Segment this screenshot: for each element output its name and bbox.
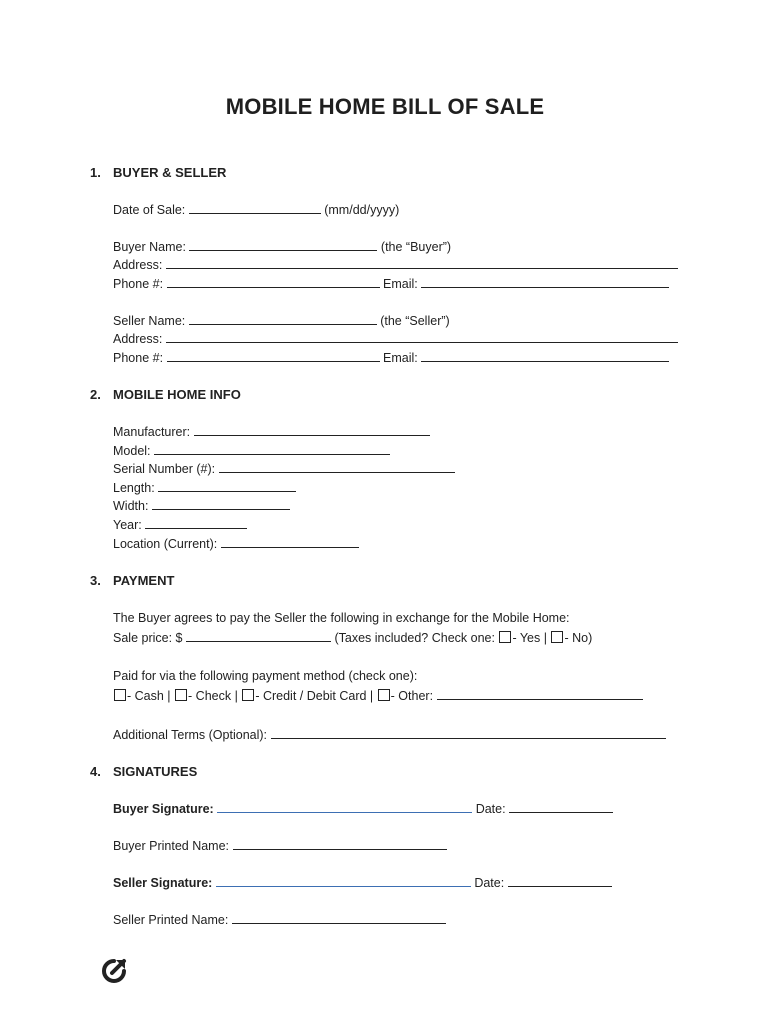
seller-signature-date-field[interactable] xyxy=(508,875,612,887)
seller-phone-label: Phone #: xyxy=(113,351,164,365)
manufacturer-field[interactable] xyxy=(194,424,430,436)
buyer-designation: (the “Buyer”) xyxy=(380,240,452,254)
buyer-address-row xyxy=(113,257,678,273)
seller-signature-date-label: Date: xyxy=(474,876,505,890)
buyer-printed-name-row xyxy=(113,838,447,854)
taxes-no-label: - No) xyxy=(564,631,593,645)
year-label: Year: xyxy=(113,518,142,532)
refresh-arrow-icon xyxy=(100,957,128,985)
length-label: Length: xyxy=(113,481,155,495)
date-of-sale-row xyxy=(113,202,399,218)
buyer-phone-field[interactable] xyxy=(167,276,380,288)
taxes-no-checkbox[interactable] xyxy=(551,631,563,643)
additional-terms-label: Additional Terms (Optional): xyxy=(113,728,268,742)
model-label: Model: xyxy=(113,444,151,458)
buyer-signature-field[interactable] xyxy=(217,801,472,813)
taxes-yes-checkbox[interactable] xyxy=(499,631,511,643)
cash-checkbox[interactable] xyxy=(114,689,126,701)
buyer-name-label: Buyer Name: xyxy=(113,240,186,254)
seller-printed-name-row xyxy=(113,912,446,928)
serial-number-row xyxy=(113,461,455,477)
buyer-printed-name-field[interactable] xyxy=(233,838,447,850)
width-row xyxy=(113,498,290,514)
width-label: Width: xyxy=(113,499,149,513)
additional-terms-row xyxy=(113,727,666,743)
buyer-signature-label: Buyer Signature: xyxy=(113,802,214,816)
serial-number-field[interactable] xyxy=(219,461,455,473)
sale-price-label: Sale price: $ xyxy=(113,631,183,645)
date-of-sale-field[interactable] xyxy=(189,202,321,214)
buyer-phone-label: Phone #: xyxy=(113,277,164,291)
section-3-title: PAYMENT xyxy=(113,573,175,588)
date-format-hint: (mm/dd/yyyy) xyxy=(324,203,400,217)
payment-intro: The Buyer agrees to pay the Seller the following in exchange for the Mobile Home: xyxy=(113,611,570,625)
buyer-email-field[interactable] xyxy=(421,276,669,288)
other-checkbox[interactable] xyxy=(378,689,390,701)
year-row xyxy=(113,517,247,533)
seller-address-label: Address: xyxy=(113,332,163,346)
section-1-title: BUYER & SELLER xyxy=(113,165,227,180)
location-label: Location (Current): xyxy=(113,537,218,551)
seller-email-label: Email: xyxy=(383,351,418,365)
credit-debit-checkbox[interactable] xyxy=(242,689,254,701)
buyer-signature-row xyxy=(113,801,613,817)
section-4-title: SIGNATURES xyxy=(113,764,198,779)
location-row xyxy=(113,536,359,552)
buyer-name-row xyxy=(113,239,451,255)
date-of-sale-label: Date of Sale: xyxy=(113,203,186,217)
serial-number-label: Serial Number (#): xyxy=(113,462,216,476)
seller-signature-row xyxy=(113,875,612,891)
seller-address-row xyxy=(113,331,678,347)
other-method-field[interactable] xyxy=(437,688,643,700)
seller-contact-row xyxy=(113,350,669,366)
credit-debit-label: - Credit / Debit Card | xyxy=(255,689,374,703)
buyer-email-label: Email: xyxy=(383,277,418,291)
additional-terms-field[interactable] xyxy=(271,727,666,739)
length-field[interactable] xyxy=(158,480,296,492)
model-row xyxy=(113,443,390,459)
seller-name-row xyxy=(113,313,450,329)
model-field[interactable] xyxy=(154,443,390,455)
manufacturer-label: Manufacturer: xyxy=(113,425,191,439)
length-row xyxy=(113,480,296,496)
section-1-number: 1. xyxy=(90,165,101,180)
sale-price-row xyxy=(113,630,592,646)
section-2-title: MOBILE HOME INFO xyxy=(113,387,241,402)
page-title: MOBILE HOME BILL OF SALE xyxy=(225,94,545,119)
width-field[interactable] xyxy=(152,498,290,510)
location-field[interactable] xyxy=(221,536,359,548)
seller-address-field[interactable] xyxy=(166,331,678,343)
section-3-number: 3. xyxy=(90,573,101,588)
section-2-number: 2. xyxy=(90,387,101,402)
seller-phone-field[interactable] xyxy=(167,350,380,362)
buyer-address-label: Address: xyxy=(113,258,163,272)
buyer-printed-name-label: Buyer Printed Name: xyxy=(113,839,230,853)
manufacturer-row xyxy=(113,424,430,440)
buyer-signature-date-label: Date: xyxy=(475,802,506,816)
seller-printed-name-field[interactable] xyxy=(232,912,446,924)
payment-method-row xyxy=(113,688,643,704)
other-label: - Other: xyxy=(390,689,434,703)
check-label: - Check | xyxy=(188,689,238,703)
payment-method-intro: Paid for via the following payment method (check one): xyxy=(113,669,418,683)
buyer-contact-row xyxy=(113,276,669,292)
buyer-signature-date-field[interactable] xyxy=(509,801,613,813)
seller-name-field[interactable] xyxy=(189,313,377,325)
seller-designation: (the “Seller”) xyxy=(380,314,450,328)
seller-signature-field[interactable] xyxy=(216,875,471,887)
buyer-address-field[interactable] xyxy=(166,257,678,269)
seller-signature-label: Seller Signature: xyxy=(113,876,213,890)
cash-label: - Cash | xyxy=(127,689,171,703)
seller-email-field[interactable] xyxy=(421,350,669,362)
year-field[interactable] xyxy=(145,517,247,529)
taxes-label: (Taxes included? Check one: xyxy=(334,631,495,645)
check-checkbox[interactable] xyxy=(175,689,187,701)
section-4-number: 4. xyxy=(90,764,101,779)
seller-printed-name-label: Seller Printed Name: xyxy=(113,913,229,927)
sale-price-field[interactable] xyxy=(186,630,331,642)
buyer-name-field[interactable] xyxy=(189,239,377,251)
seller-name-label: Seller Name: xyxy=(113,314,186,328)
taxes-yes-label: - Yes | xyxy=(512,631,547,645)
